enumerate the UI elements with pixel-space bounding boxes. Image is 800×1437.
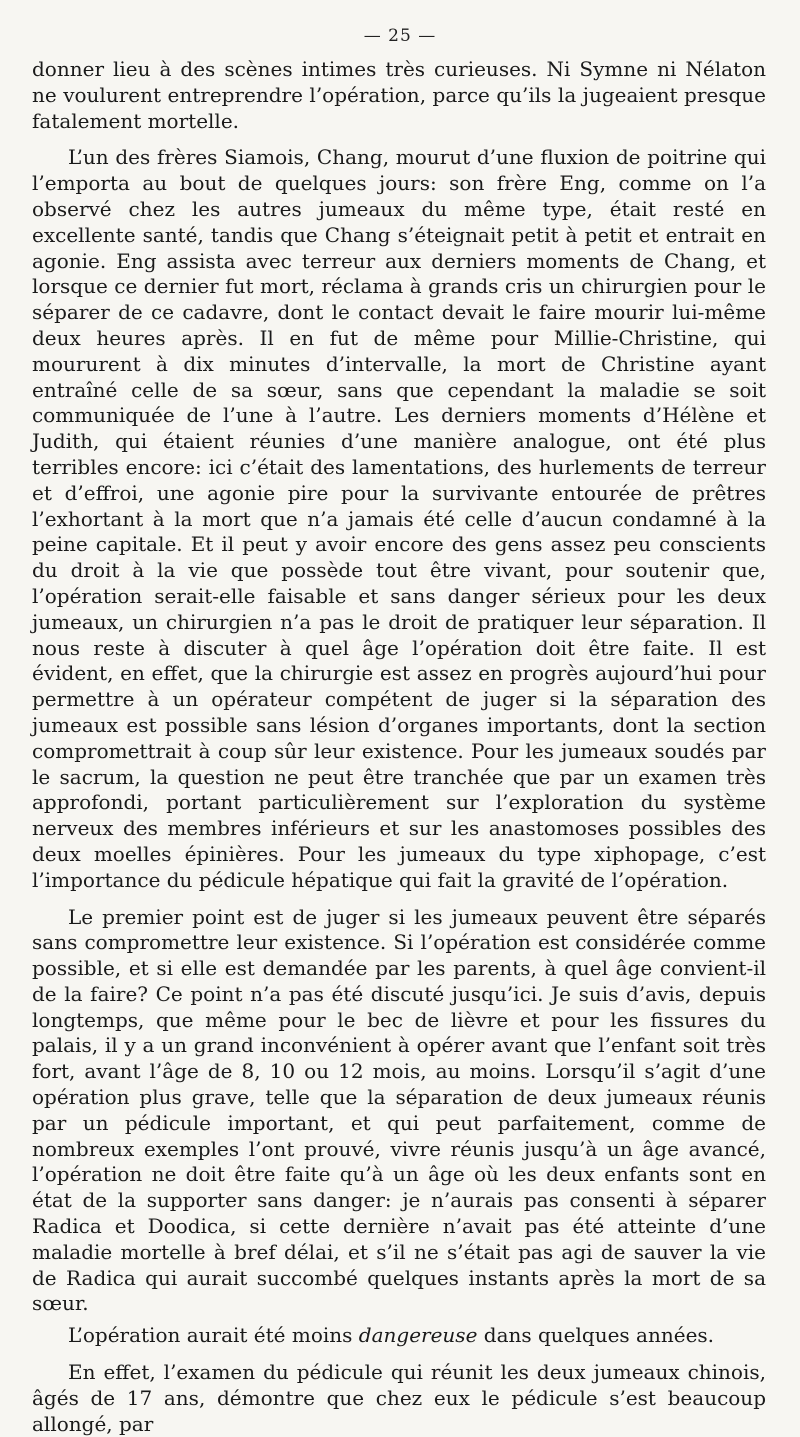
- body-text: [32, 57, 766, 1437]
- paragraph-less-dangerous: [32, 1323, 766, 1349]
- paragraph-continuation: donner lieu à des scènes intimes très curieuses. Ni Symne ni Nélaton ne voulurent entreprendre l’opération, parce qu’ils la jugeaient presque fatalement mortelle.: [32, 57, 766, 133]
- emphasis-dangereuse: dangereuse: [358, 1323, 478, 1348]
- paragraph-siamese-twins: L’un des frères Siamois, Chang, mourut d’une fluxion de poitrine qui l’emporta au bout de quelques jours: son frère Eng, comme on l’a observé chez les autres jumeaux du même type, était resté en excellente santé, tandis que Chang s’éteignait petit à petit et entrait en agonie. Eng assista avec terreur aux derniers moments de Chang, et lorsque ce dernier fut mort, réclama à grands cris un chirurgien pour le séparer de ce cadavre, dont le contact devait le faire mourir lui-même deux heures après. Il en fut de même pour Millie-Christine, qui moururent à dix minutes d’intervalle, la mort de Christine ayant entraîné celle de sa sœur, sans que cependant la maladie se soit communiquée de l’une à l’autre. Les derniers moments d’Hélène et Judith, qui étaient réunies d’une manière analogue, ont été plus terribles encore: ici c’était des lamentations, des hurlements de terreur et d’effroi, une agonie pire pour la survivante entourée de prêtres l’exhortant à la mort que n’a jamais été celle d’aucun condamné à la peine capitale. Et il peut y avoir encore des gens assez peu conscients du droit à la vie que possède tout être vivant, pour soutenir que, l’opération serait-elle faisable et sans danger sérieux pour les deux jumeaux, un chirurgien n’a pas le droit de pratiquer leur séparation. Il nous reste à discuter à quel âge l’opération doit être faite. Il est évident, en effet, que la chirurgie est assez en progrès aujourd’hui pour permettre à un opérateur compétent de juger si la séparation des jumeaux est possible sans lésion d’organes importants, dont la section compromettrait à coup sûr leur existence. Pour les jumeaux soudés par le sacrum, la question ne peut être tranchée que par un examen très approfondi, portant particulièrement sur l’exploration du système nerveux des membres inférieurs et sur les anastomoses possibles des deux moelles épinières. Pour les jumeaux du type xiphopage, c’est l’importance du pédicule hépatique qui fait la gravité de l’opération.: [32, 145, 766, 892]
- paragraph-operation-age: Le premier point est de juger si les jumeaux peuvent être séparés sans compromettre leur existence. Si l’opération est considérée comme possible, et si elle est demandée par les parents, à quel âge convient-il de la faire? Ce point n’a pas été discuté jusqu’ici. Je suis d’avis, depuis longtemps, que même pour le bec de lièvre et pour les fissures du palais, il y a un grand inconvénient à opérer avant que l’enfant soit très fort, avant l’âge de 8, 10 ou 12 mois, au moins. Lorsqu’il s’agit d’une opération plus grave, telle que la séparation de deux jumeaux réunis par un pédicule important, et qui peut parfaitement, comme de nombreux exemples l’ont prouvé, vivre réunis jusqu’à un âge avancé, l’opération ne doit être faite qu’à un âge où les deux enfants sont en état de la supporter sans danger: je n’aurais pas consenti à séparer Radica et Doodica, si cette dernière n’avait pas été atteinte d’une maladie mortelle à bref délai, et s’il ne s’était pas agi de sauver la vie de Radica qui aurait succombé quelques instants après la mort de sa sœur.: [32, 904, 766, 1316]
- paragraph-text-before: L’opération aurait été moins: [68, 1323, 359, 1348]
- paragraph-pedicle-exam: En effet, l’examen du pédicule qui réunit les deux jumeaux chinois, âgés de 17 ans, démontre que chez eux le pédicule s’est beaucoup allongé, par: [32, 1360, 766, 1436]
- paragraph-text-after: dans quelques années.: [477, 1323, 715, 1348]
- page-number: — 25 —: [363, 26, 437, 46]
